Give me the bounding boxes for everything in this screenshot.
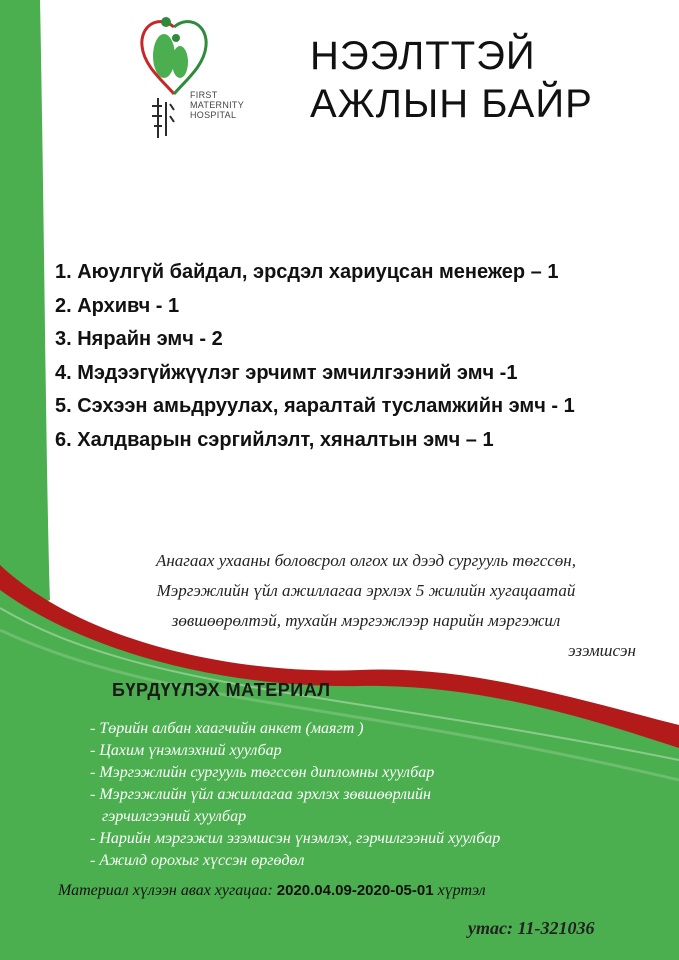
position-item: 5. Сэхээн амьдруулах, яаралтай тусламжийн эмч - 1 (55, 395, 575, 417)
positions-list (55, 256, 575, 457)
phone-number: утас: 11-321036 (468, 918, 595, 938)
left-green-band (0, 0, 50, 620)
logo-line: MATERNITY (190, 100, 245, 110)
material-item: - Ажилд орохыг хүссэн өргөдөл (90, 852, 305, 869)
position-item: 3. Нярайн эмч - 2 (55, 328, 223, 350)
deadline-suffix: хүртэл (433, 882, 486, 899)
material-item: - Мэргэжлийн сургууль төгссөн дипломны хуулбар (90, 764, 435, 781)
deadline-dates: 2020.04.09-2020-05-01 (276, 882, 434, 899)
page-title (310, 32, 593, 128)
requirement-line: зөвшөөрөлтэй, тухайн мэргэжлээр нарийн мэргэжил (171, 611, 561, 630)
materials-heading: БҮРДҮҮЛЭХ МАТЕРИАЛ (112, 680, 331, 700)
deadline-text (58, 882, 486, 900)
requirement-line: Мэргэжлийн үйл ажиллагаа эрхлэх 5 жилийн хугацаатай (156, 581, 576, 600)
material-item: гэрчилгээний хуулбар (90, 808, 247, 825)
material-item: - Төрийн албан хаагчийн анкет (маягт ) (90, 720, 364, 737)
requirement-line: эзэмшсэн (568, 641, 636, 660)
title-line-2: АЖЛЫН БАЙР (310, 82, 593, 126)
position-item: 6. Халдварын сэргийлэлт, хяналтын эмч – 1 (55, 428, 494, 451)
logo-line: FIRST (190, 90, 218, 100)
position-item: 4. Мэдээгүйжүүлэг эрчимт эмчилгээний эмч -1 (55, 361, 518, 384)
title-line-1: НЭЭЛТТЭЙ (310, 34, 536, 78)
position-item: 1. Аюулгүй байдал, эрсдэл хариуцсан менежер – 1 (55, 261, 559, 283)
requirement-line: Анагаах ухааны боловсрол олгох их дээд сургууль төгссөн, (155, 551, 576, 570)
deadline-prefix: Материал хүлээн авах хугацаа: (58, 882, 277, 899)
materials-list (90, 718, 500, 872)
material-item: - Нарийн мэргэжил эзэмшсэн үнэмлэх, гэрчилгээний хуулбар (90, 830, 501, 847)
logo-line: HOSPITAL (190, 110, 237, 120)
logo-caption (190, 90, 244, 120)
requirements-text (96, 546, 636, 666)
mother-child-heart-logo (136, 12, 256, 142)
position-item: 2. Архивч - 1 (55, 294, 180, 317)
material-item: - Мэргэжлийн үйл ажиллагаа эрхлэх зөвшөөрлийн (90, 786, 431, 803)
material-item: - Цахим үнэмлэхний хуулбар (90, 742, 282, 759)
